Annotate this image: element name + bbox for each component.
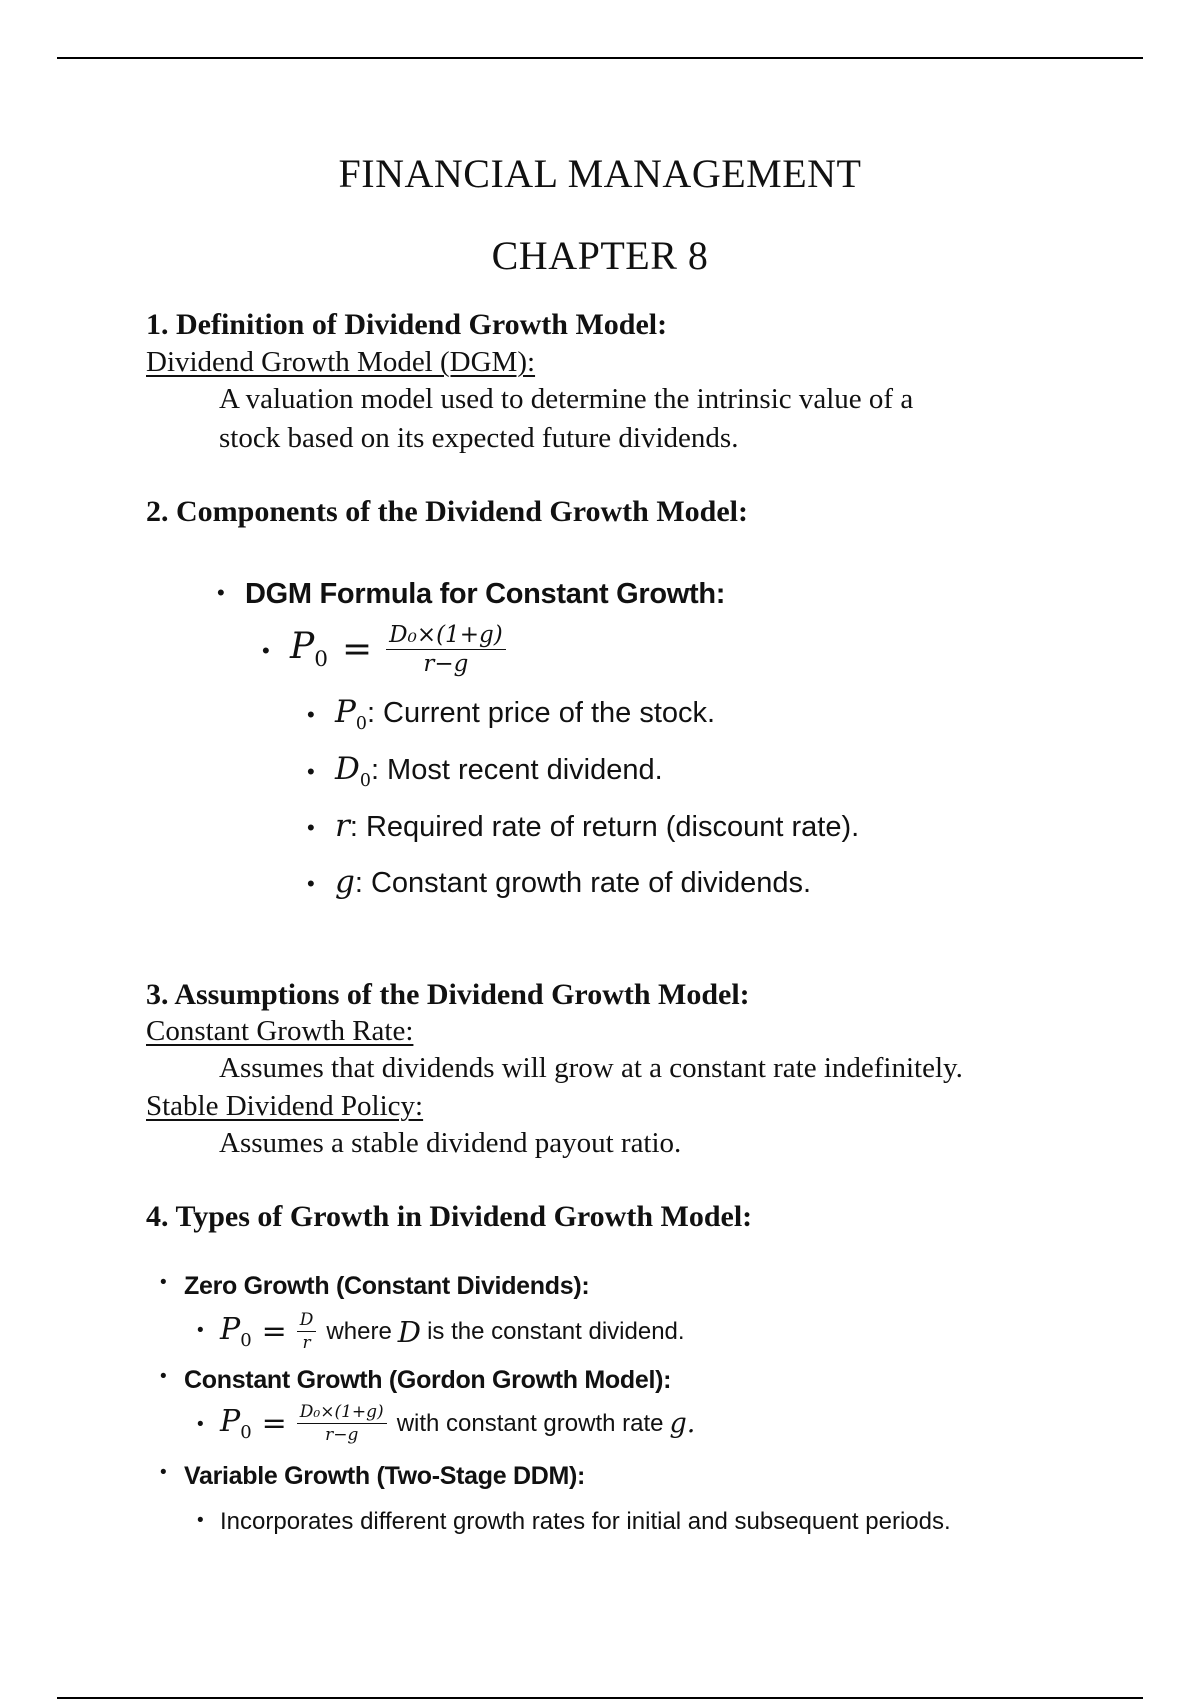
variable-g: g: Constant growth rate of dividends. bbox=[335, 864, 812, 900]
variable-r: r: Required rate of return (discount rate). bbox=[335, 808, 860, 844]
bullet-icon: • bbox=[307, 702, 315, 727]
formula-fraction: $\frac{\text{D₀×(1+g)}}{r-g}$ bbox=[386, 622, 506, 677]
constant-growth-formula: $P_0$ = $\frac{\text{D₀×(1+g)}}{r-g}$ with constant growth rate g. bbox=[220, 1402, 696, 1445]
bullet-icon: • bbox=[307, 815, 315, 840]
top-rule bbox=[57, 57, 1143, 59]
bullet-icon: • bbox=[217, 580, 225, 605]
assumption-1-desc: Assumes that dividends will grow at a constant rate indefinitely. bbox=[219, 1052, 963, 1084]
assumption-2-term: Stable Dividend Policy: bbox=[146, 1090, 424, 1122]
section-3-heading: 3. Assumptions of the Dividend Growth Model: bbox=[146, 978, 750, 1011]
bullet-icon: • bbox=[307, 871, 315, 896]
zero-growth-formula: $P_0$ = $\frac{D}{r}$ where D is the constant dividend. bbox=[220, 1310, 685, 1353]
bottom-rule bbox=[57, 1697, 1143, 1699]
variable-p0: $P_0$: Current price of the stock. bbox=[335, 694, 716, 734]
variable-growth-desc: Incorporates different growth rates for initial and subsequent periods. bbox=[220, 1508, 951, 1535]
formula-lhs: $P_0$ bbox=[290, 626, 328, 673]
variable-d0: $D_0$: Most recent dividend. bbox=[335, 751, 663, 791]
dgm-formula bbox=[290, 622, 506, 677]
bullet-icon: • bbox=[160, 1366, 167, 1387]
bullet-icon: • bbox=[307, 759, 315, 784]
section-4-heading: 4. Types of Growth in Dividend Growth Model: bbox=[146, 1200, 753, 1233]
bullet-icon: • bbox=[197, 1414, 204, 1435]
dgm-formula-label: DGM Formula for Constant Growth: bbox=[245, 578, 726, 610]
bullet-icon: • bbox=[262, 638, 270, 663]
section-1-heading: 1. Definition of Dividend Growth Model: bbox=[146, 308, 668, 341]
dgm-definition-line-1: A valuation model used to determine the intrinsic value of a bbox=[219, 383, 914, 415]
bullet-icon: • bbox=[160, 1462, 167, 1483]
variable-growth-label: Variable Growth (Two-Stage DDM): bbox=[184, 1462, 586, 1490]
dgm-definition-line-2: stock based on its expected future dividends. bbox=[219, 422, 739, 454]
chapter-title: CHAPTER 8 bbox=[491, 233, 709, 278]
zero-growth-label: Zero Growth (Constant Dividends): bbox=[184, 1272, 590, 1300]
document-title: FINANCIAL MANAGEMENT bbox=[338, 151, 862, 196]
constant-growth-label: Constant Growth (Gordon Growth Model): bbox=[184, 1366, 672, 1394]
section-2-heading: 2. Components of the Dividend Growth Model: bbox=[146, 495, 748, 528]
dgm-term: Dividend Growth Model (DGM): bbox=[146, 346, 536, 378]
formula-equals: = bbox=[341, 629, 373, 670]
assumption-1-term: Constant Growth Rate: bbox=[146, 1015, 414, 1047]
bullet-icon: • bbox=[160, 1272, 167, 1293]
assumption-2-desc: Assumes a stable dividend payout ratio. bbox=[219, 1127, 682, 1159]
bullet-icon: • bbox=[197, 1510, 204, 1531]
bullet-icon: • bbox=[197, 1320, 204, 1341]
